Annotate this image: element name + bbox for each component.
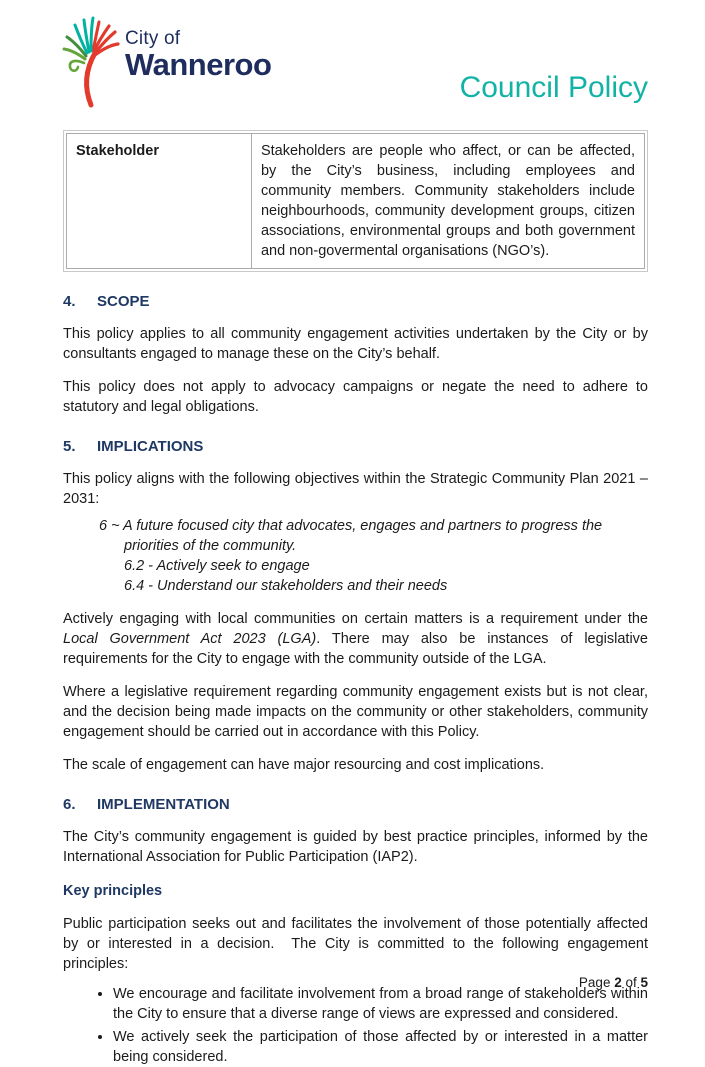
objective-line: 6.2 - Actively seek to engage: [124, 558, 310, 574]
section-heading-implementation: [63, 796, 648, 814]
section-scope: [63, 293, 648, 417]
list-item: • We encourage and facilitate involvement from a broad range of stakeholders within the City to ensure that a diverse range of views are expressed and considered.: [113, 984, 648, 1024]
page-footer: [579, 975, 648, 990]
footer-page-number: 2: [614, 975, 622, 990]
definition-table: [63, 130, 648, 272]
document-header: [63, 14, 648, 108]
definition-term-cell: Stakeholder: [67, 134, 252, 269]
section-implementation: [63, 796, 648, 1067]
lga-text-post: . There may also be instances of legislative requirements for the City to engage with the community outside of the LGA.: [63, 631, 648, 667]
logo-city-of: City of: [125, 28, 181, 49]
city-of-wanneroo-logo: [63, 14, 271, 108]
definition-text-cell: Stakeholders are people who affect, or can be affected, by the City’s business, including employees and community members. Community stakeholders include neighbourhoods, community development groups, citizen associations, environmental groups and both government and non-govermental organisations (NGO’s).: [251, 134, 644, 269]
objective-line: 6 ~ A future focused city that advocates, engages and partners to progress the: [99, 518, 603, 534]
lga-text-pre: Actively engaging with local communities on certain matters is a requirement under the: [63, 611, 648, 627]
document-type-title: Council Policy: [459, 71, 648, 104]
key-principles-heading: Key principles: [63, 883, 163, 899]
section-title: IMPLICATIONS: [97, 438, 204, 455]
section-number: 6.: [63, 796, 76, 813]
section-implications: [63, 438, 648, 775]
paragraph-lga: [63, 609, 648, 669]
objective-line: priorities of the community.: [124, 538, 297, 554]
section-number: 5.: [63, 438, 76, 455]
list-item: • We actively seek the participation of those affected by or interested in a matter being considered.: [113, 1027, 648, 1067]
logo-wanneroo: Wanneroo: [125, 47, 272, 82]
paragraph: This policy does not apply to advocacy campaigns or negate the need to adhere to statutory and legal obligations.: [63, 379, 648, 415]
footer-of-label: of: [621, 975, 641, 990]
paragraph: The City’s community engagement is guided by best practice principles, informed by the International Association for Public Participation (IAP2).: [63, 829, 648, 865]
kangaroo-paw-icon: [63, 14, 123, 108]
engagement-principles-list: [63, 984, 648, 1067]
section-heading-implications: [63, 438, 648, 456]
footer-page-total: 5: [640, 975, 648, 990]
section-heading-scope: [63, 293, 648, 311]
lga-act-title: Local Government Act 2023 (LGA): [63, 631, 317, 647]
paragraph: This policy applies to all community engagement activities undertaken by the City or by consultants engaged to manage these on the City’s behalf.: [63, 326, 648, 362]
paragraph: Where a legislative requirement regarding community engagement exists but is not clear, and the decision being made impacts on the community or other stakeholders, community engagement should be carried out in accordance with this Policy.: [63, 684, 648, 740]
section-title: SCOPE: [97, 293, 150, 310]
footer-page-label: Page: [578, 975, 615, 990]
objective-line: 6.4 - Understand our stakeholders and their needs: [124, 578, 448, 594]
section-title: IMPLEMENTATION: [97, 796, 230, 813]
paragraph: This policy aligns with the following objectives within the Strategic Community Plan 2021 – 2031:: [63, 471, 648, 507]
paragraph: The scale of engagement can have major resourcing and cost implications.: [63, 757, 545, 773]
paragraph: Public participation seeks out and facilitates the involvement of those potentially affected by or interested in a decision. The City is committed to the following engagement principles:: [63, 916, 648, 972]
section-number: 4.: [63, 293, 76, 310]
strategic-objectives-list: [63, 516, 648, 596]
table-row: [67, 134, 645, 269]
logo-wordmark: [125, 28, 271, 80]
